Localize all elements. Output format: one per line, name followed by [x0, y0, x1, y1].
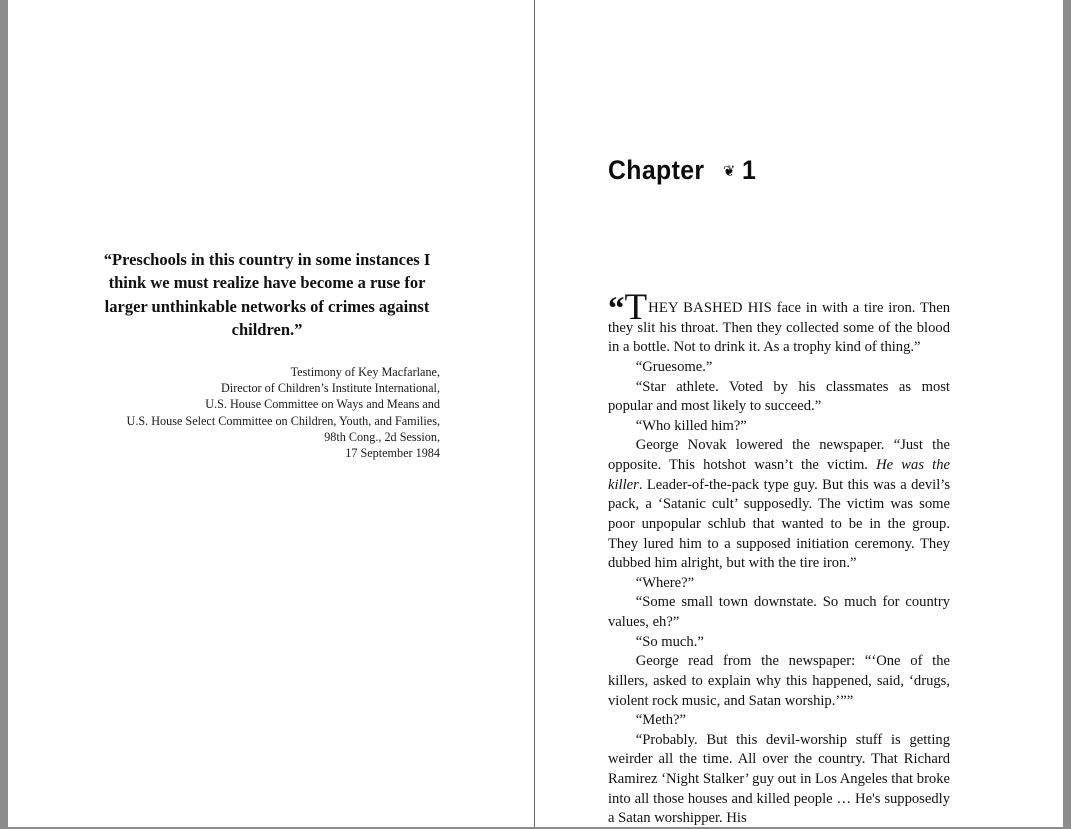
paragraph: “Star athlete. Voted by his classmates as most popular and most likely to succeed.”	[608, 378, 950, 415]
chapter-body-text	[608, 286, 950, 829]
attribution-line: 17 September 1984	[345, 446, 440, 461]
right-page	[535, 0, 1063, 827]
paragraph-with-italic	[608, 436, 950, 573]
paragraph: “Probably. But this devil-worship stuff is getting weirder all the time. All over the country. That Richard Ramirez ‘Night Stalker’ guy out in Los Angeles that broke into all those houses and killed people … He's supposedly a Satan worshipper. His	[608, 731, 950, 827]
paragraph-opening	[608, 286, 950, 358]
attribution-line: Testimony of Key Macfarlane,	[290, 364, 440, 379]
paragraph: George read from the newspaper: “‘One of the killers, asked to explain why this happened, said, ‘drugs, violent rock music, and Satan worship.’””	[608, 653, 950, 709]
paragraph-text-after: . Leader-of-the-pack type guy. But this was a devil’s pack, a ‘Satanic cult’ supposedly. The victim was some poor unpopular schlub that wanted to be in the group. They lured him to a supposed initiation ceremony. They dubbed him alright, but with the tire iron.”	[608, 476, 950, 572]
left-page	[8, 0, 534, 827]
attribution-line: Director of Children’s Institute International,	[221, 381, 440, 396]
epigraph-block	[94, 248, 440, 462]
opening-quotation-mark: “	[608, 291, 625, 327]
small-caps-lead: HEY BASHED HIS	[648, 300, 772, 316]
paragraph: “Meth?”	[635, 712, 686, 729]
attribution-line: 98th Cong., 2d Session,	[324, 430, 440, 445]
paragraph-text: face in with a tire iron. Then they slit his throat. Then they collected some of the blood in a bottle. Not to drink it. As a trophy kind of thing.”	[608, 300, 950, 356]
paragraph: “Gruesome.”	[635, 358, 713, 375]
epigraph-attribution	[94, 364, 440, 462]
paragraph: “So much.”	[635, 633, 704, 650]
chapter-label: Chapter	[608, 155, 705, 185]
paragraph: “Some small town downstate. So much for country values, eh?”	[608, 594, 950, 630]
epigraph-quote: “Preschools in this country in some instances I think we must realize have become a ruse for larger unthinkable networks of crimes against children.”	[103, 250, 431, 340]
chapter-heading	[608, 155, 757, 186]
fleuron-ornament-icon: ❦	[722, 162, 736, 180]
chapter-number: 1	[742, 155, 757, 185]
paragraph-text-before: George Novak lowered the newspaper. “Just the opposite. This hotshot wasn’t the victim.	[608, 437, 950, 473]
italic-phrase: He was the killer	[608, 457, 950, 493]
attribution-line: U.S. House Committee on Ways and Means and	[205, 397, 440, 412]
attribution-line: U.S. House Select Committee on Children, Youth, and Families,	[126, 413, 440, 428]
drop-cap: T	[624, 287, 648, 328]
paragraph: “Where?”	[635, 574, 695, 591]
paragraph: “Who killed him?”	[635, 417, 747, 434]
